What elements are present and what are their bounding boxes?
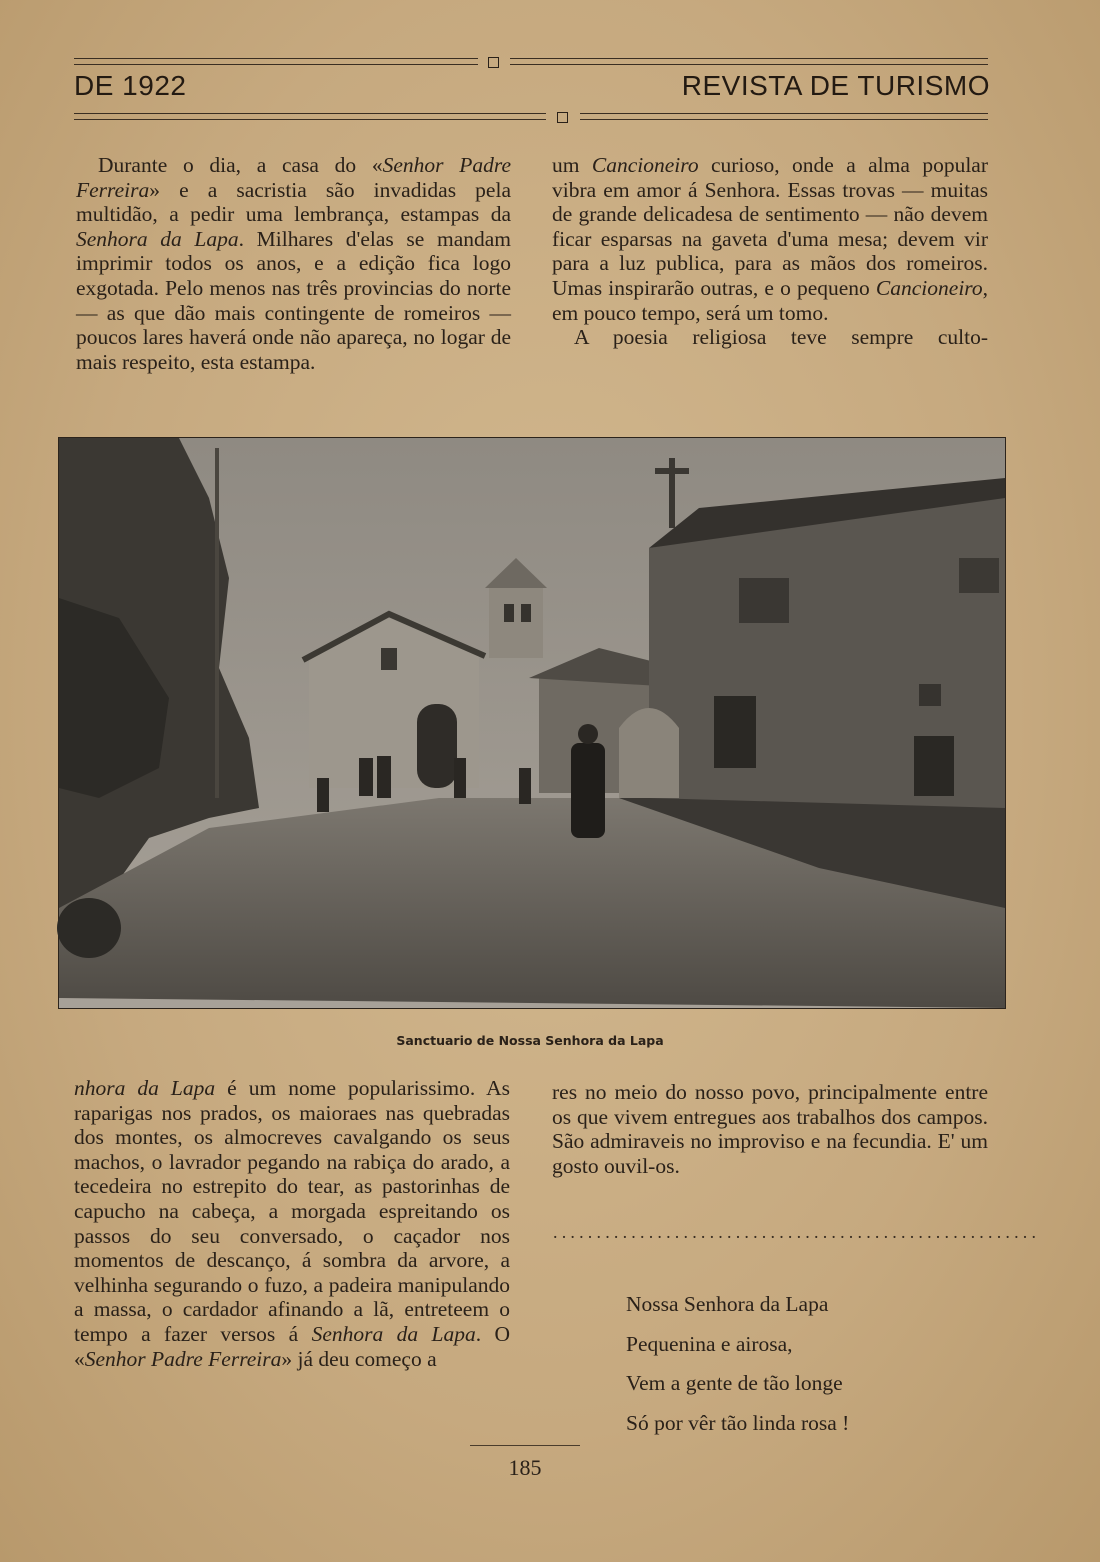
header-title: REVISTA DE TURISMO: [681, 70, 990, 101]
photo-illustration: [59, 438, 1005, 1008]
header-ornament-square-top: [488, 57, 499, 68]
photo-caption: Sanctuario de Nossa Senhora da Lapa: [396, 1033, 664, 1048]
page-number: 185: [508, 1455, 542, 1480]
header-rule-top-left: [74, 58, 478, 65]
dotted-separator: ........................................................: [553, 1222, 1041, 1242]
top-right-column: [552, 153, 988, 350]
top-left-column: [76, 153, 511, 374]
top-right-paragraph-1: um Cancioneiro curioso, onde a alma popular vibra em amor á Senhora. Essas trovas — muitas de grande delicadesa de sentimento — não devem ficar esparsas na gaveta d'uma mesa; devem vir para a luz publica, para as mãos dos romeiros. Umas inspirarão outras, e o pequeno Cancioneiro, em pouco tempo, será um tomo.: [552, 153, 988, 325]
top-left-paragraph: Durante o dia, a casa do «Senhor Padre Ferreira» e a sacristia são invadidas pela multidão, a pedir uma lembrança, estampas da Senhora da Lapa. Milhares d'elas se mandam imprimir todos os anos, e a edição fica logo exgotada. Pelo menos nas três provincias do norte — as que dão mais contingente de romeiros — poucos lares haverá onde não apareça, no logar de mais respeito, esta estampa.: [76, 153, 512, 374]
bottom-left-paragraph: nhora da Lapa é um nome popularissimo. As raparigas nos prados, os maioraes nas quebradas dos montes, os almocreves cavalgando os seus machos, o lavrador pegando na rabiça do arado, a tecedeira no estrepito do tear, as pastorinhas de capucho na cabeça, a morgada espreitando os passos do seu conversado, o caçador nos momentos de descanço, á sombra da arvore, a velhinha segurando o fuzo, a padeira manipulando a massa, o cardador afinando a lã, entreteem o tempo a fazer versos á Senhora da Lapa. O «Senhor Padre Ferreira» já deu começo a: [74, 1076, 510, 1371]
verse-line: Só por vêr tão linda rosa !: [626, 1410, 850, 1435]
verse-line: Pequenina e airosa,: [626, 1331, 793, 1356]
verse-quatrain: [626, 1285, 849, 1443]
header-date: DE 1922: [74, 70, 187, 101]
bottom-right-column: [552, 1080, 988, 1178]
bottom-right-paragraph: res no meio do nosso povo, principalmente entre os que vivem entregues aos trabalhos dos campos. São admiraveis no improviso e na fecundia. E' um gosto ouvil-os.: [552, 1080, 988, 1178]
verse-line: Vem a gente de tão longe: [626, 1371, 843, 1395]
verse-line: Nossa Senhora da Lapa: [626, 1292, 829, 1316]
header-rule-bottom-left: [74, 113, 546, 120]
footer-rule: [470, 1445, 580, 1446]
sanctuary-photograph: [58, 437, 1006, 1009]
header-rule-bottom-right: [580, 113, 988, 120]
bottom-left-column: [74, 1076, 510, 1371]
top-right-paragraph-2: A poesia religiosa teve sempre culto-: [574, 325, 988, 350]
header-ornament-square-bottom: [557, 112, 568, 123]
header-rule-top-right: [510, 58, 988, 65]
